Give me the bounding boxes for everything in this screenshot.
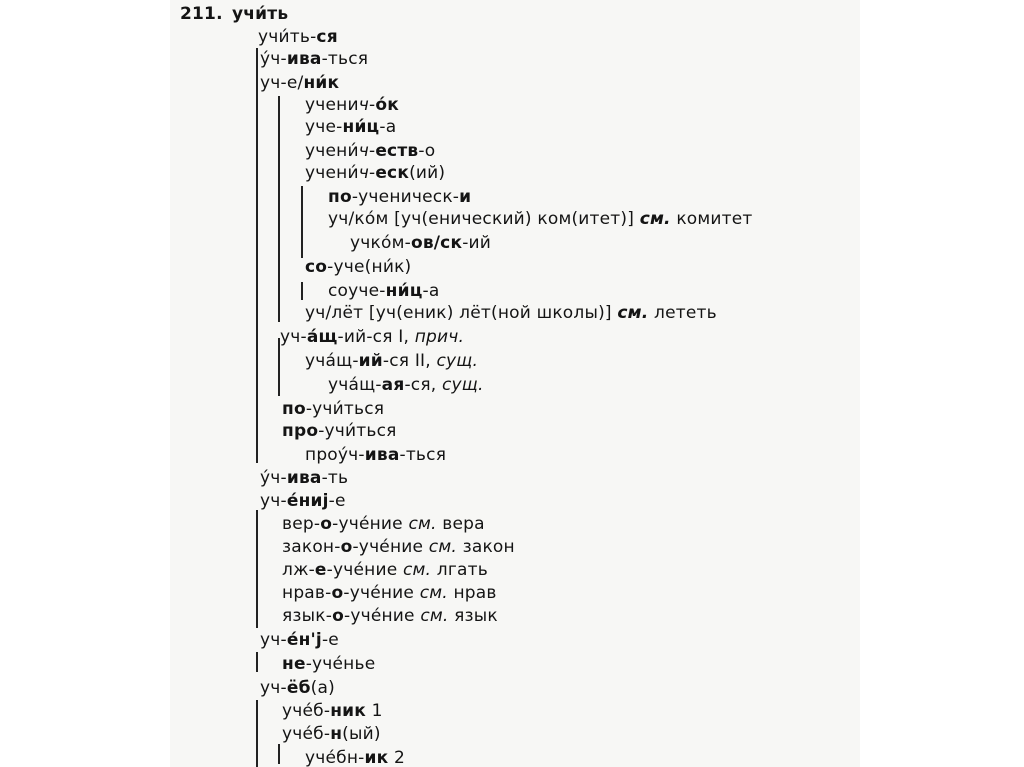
entry-segment: уча́щ-	[305, 351, 359, 371]
entry-segment: см.	[617, 303, 649, 323]
entry-segment: учени́	[305, 141, 359, 161]
entry-line	[282, 583, 497, 603]
entry-segment: см.	[402, 560, 432, 580]
entry-segment: -е	[328, 491, 346, 511]
entry-line	[282, 421, 397, 441]
bracket-line	[278, 338, 280, 396]
entry-segment: см.	[408, 514, 437, 534]
entry-segment: у́ч-	[260, 49, 287, 69]
entry-line	[328, 209, 753, 229]
entry-segment: о	[331, 583, 344, 603]
entry-segment: о	[340, 537, 353, 557]
entry-segment: -уче́ние	[332, 514, 409, 534]
entry-segment: про	[282, 421, 319, 441]
entry-segment: язык-	[282, 606, 333, 626]
entry-line	[305, 445, 446, 465]
bracket-line	[256, 652, 258, 672]
entry-segment: и	[459, 187, 472, 207]
entry-segment: ий	[358, 351, 383, 371]
entry-segment: сущ.	[441, 375, 484, 395]
entry-segment: о	[332, 606, 344, 626]
entry-segment: -уче́ние	[343, 583, 420, 603]
entry-segment: ни́к	[303, 73, 340, 93]
entry-line	[260, 491, 346, 511]
entry-segment: учко́м-	[350, 233, 411, 253]
entry-segment: по	[282, 399, 306, 419]
entry-segment: нрав-	[282, 583, 332, 603]
entry-segment: уче́бн-	[305, 748, 365, 767]
entry-segment: е	[314, 560, 327, 580]
entry-segment: а́щ	[306, 327, 338, 347]
entry-segment: -ться	[321, 49, 369, 69]
entry-segment: не	[282, 654, 306, 674]
entry-segment: -ть	[321, 468, 349, 488]
entry-segment: ик	[364, 748, 389, 767]
entry-segment: уч-	[280, 327, 307, 347]
entry-line	[305, 748, 405, 767]
entry-segment: со	[305, 257, 328, 277]
entry-segment: ива	[364, 445, 400, 465]
entry-segment: нрав	[447, 583, 497, 603]
entry-segment: см.	[428, 537, 457, 557]
entry-segment: 2	[388, 748, 405, 767]
entry-segment: (ий)	[409, 163, 446, 183]
entry-segment: уч/лёт [уч(еник) лёт(ной школы)]	[305, 303, 618, 323]
entry-line	[280, 327, 464, 347]
entry-segment: ник	[330, 701, 366, 721]
entry-segment: о́к	[375, 95, 399, 115]
entry-segment: соуче-	[328, 281, 386, 301]
entry-line	[260, 468, 348, 488]
entry-segment: учи́ть	[232, 4, 289, 24]
bracket-line	[301, 186, 303, 258]
entry-segment: учи́ть-	[258, 27, 317, 47]
entry-line	[282, 724, 381, 744]
entry-segment: уча́щ-	[328, 375, 382, 395]
bracket-line	[256, 48, 258, 463]
entry-line	[260, 49, 368, 69]
entry-line	[282, 399, 384, 419]
bracket-line	[278, 96, 280, 322]
entry-segment: см.	[420, 606, 449, 626]
entry-segment: комитет	[670, 209, 753, 229]
entry-segment: н	[330, 724, 343, 744]
entry-segment: -ся II,	[382, 351, 437, 371]
entry-line	[350, 233, 491, 253]
entry-segment: ива	[286, 49, 322, 69]
entry-segment: -уче́нье	[305, 654, 376, 674]
entry-segment: ся	[316, 27, 338, 47]
entry-segment: прич.	[414, 327, 465, 347]
entry-segment: -	[368, 163, 376, 183]
entry-line	[305, 95, 399, 115]
entry-segment: ч	[358, 163, 369, 183]
entry-segment: (а)	[310, 678, 335, 698]
entry-segment: -	[368, 141, 376, 161]
bracket-line	[301, 282, 303, 300]
dictionary-page-scan	[170, 0, 860, 767]
entry-segment: (ый)	[342, 724, 381, 744]
entry-segment: см.	[639, 209, 671, 229]
entry-segment: -ученическ-	[351, 187, 460, 207]
entry-segment: проу́ч-	[305, 445, 365, 465]
entry-segment: ива	[286, 468, 322, 488]
entry-segment: ёб	[286, 678, 311, 698]
entry-segment: еск	[375, 163, 410, 183]
entry-line	[305, 303, 717, 323]
entry-segment: закон-	[282, 537, 341, 557]
entry-segment: у́ч-	[260, 468, 287, 488]
entry-segment: ая	[381, 375, 405, 395]
entry-line	[232, 4, 288, 24]
entry-segment: язык	[448, 606, 498, 626]
entry-line	[260, 73, 339, 93]
entry-segment: о	[320, 514, 333, 534]
entry-segment: вер-	[282, 514, 321, 534]
entry-segment: ни́ц	[342, 117, 380, 137]
entry-segment: ов/ск	[410, 233, 463, 253]
entry-segment: уч-	[260, 491, 287, 511]
entry-line	[328, 281, 439, 301]
entry-number: 211.	[180, 4, 223, 24]
entry-segment: лгать	[431, 560, 488, 580]
entry-segment: -а	[422, 281, 440, 301]
entry-segment: -ся,	[404, 375, 442, 395]
bracket-line	[256, 510, 258, 628]
entry-line	[258, 27, 338, 47]
entry-segment: -уче́ние	[343, 606, 421, 626]
entry-segment: уче́б-	[282, 701, 331, 721]
bracket-line	[256, 700, 258, 767]
entry-segment: -е	[321, 630, 339, 650]
entry-segment: еств	[375, 141, 419, 161]
entry-segment: -уче́ние	[352, 537, 429, 557]
entry-line	[305, 257, 411, 277]
entry-line	[282, 514, 485, 534]
entry-segment: по	[328, 187, 352, 207]
entry-segment: уч-	[260, 678, 287, 698]
entry-segment: ч	[358, 95, 369, 115]
entry-segment: е́ниj	[286, 491, 329, 511]
entry-segment: учени́	[305, 163, 359, 183]
entry-line	[260, 678, 335, 698]
entry-segment: -учи́ться	[318, 421, 397, 441]
entry-line	[328, 375, 484, 395]
entry-segment: 1	[365, 701, 383, 721]
entry-segment: е́н'j	[286, 630, 322, 650]
entry-segment: -учи́ться	[305, 399, 385, 419]
entry-line	[305, 117, 396, 137]
entry-segment: см.	[419, 583, 448, 603]
entry-segment: -	[368, 95, 376, 115]
entry-segment: -ий	[462, 233, 492, 253]
entry-line	[305, 141, 435, 161]
entry-line	[282, 560, 488, 580]
entry-segment: уч/ко́м [уч(енический) ком(итет)]	[328, 209, 640, 229]
bracket-line	[278, 744, 280, 764]
entry-segment: -уче(ни́к)	[327, 257, 412, 277]
entry-segment: уч-е/	[260, 73, 304, 93]
entry-segment: -а	[379, 117, 397, 137]
entry-segment: уч-	[260, 630, 287, 650]
entry-segment: -о	[418, 141, 436, 161]
entry-segment: лж-	[282, 560, 315, 580]
entry-line	[282, 654, 375, 674]
entry-line	[282, 606, 498, 626]
entry-segment: -уче́ние	[326, 560, 403, 580]
entry-segment: ч	[358, 141, 369, 161]
entry-line	[282, 701, 383, 721]
entry-line	[282, 537, 515, 557]
entry-segment: уче-	[305, 117, 343, 137]
entry-segment: уче́б-	[282, 724, 331, 744]
entry-line	[305, 163, 445, 183]
entry-segment: лететь	[648, 303, 717, 323]
entry-segment: -ий-ся I,	[337, 327, 415, 347]
entry-line	[328, 187, 471, 207]
entry-segment: вера	[436, 514, 485, 534]
entry-line	[260, 630, 339, 650]
entry-segment: закон	[456, 537, 515, 557]
entry-segment: учени	[305, 95, 359, 115]
entry-line	[305, 351, 478, 371]
entry-segment: ни́ц	[385, 281, 423, 301]
entry-segment: -ться	[399, 445, 447, 465]
entry-segment: сущ.	[436, 351, 479, 371]
